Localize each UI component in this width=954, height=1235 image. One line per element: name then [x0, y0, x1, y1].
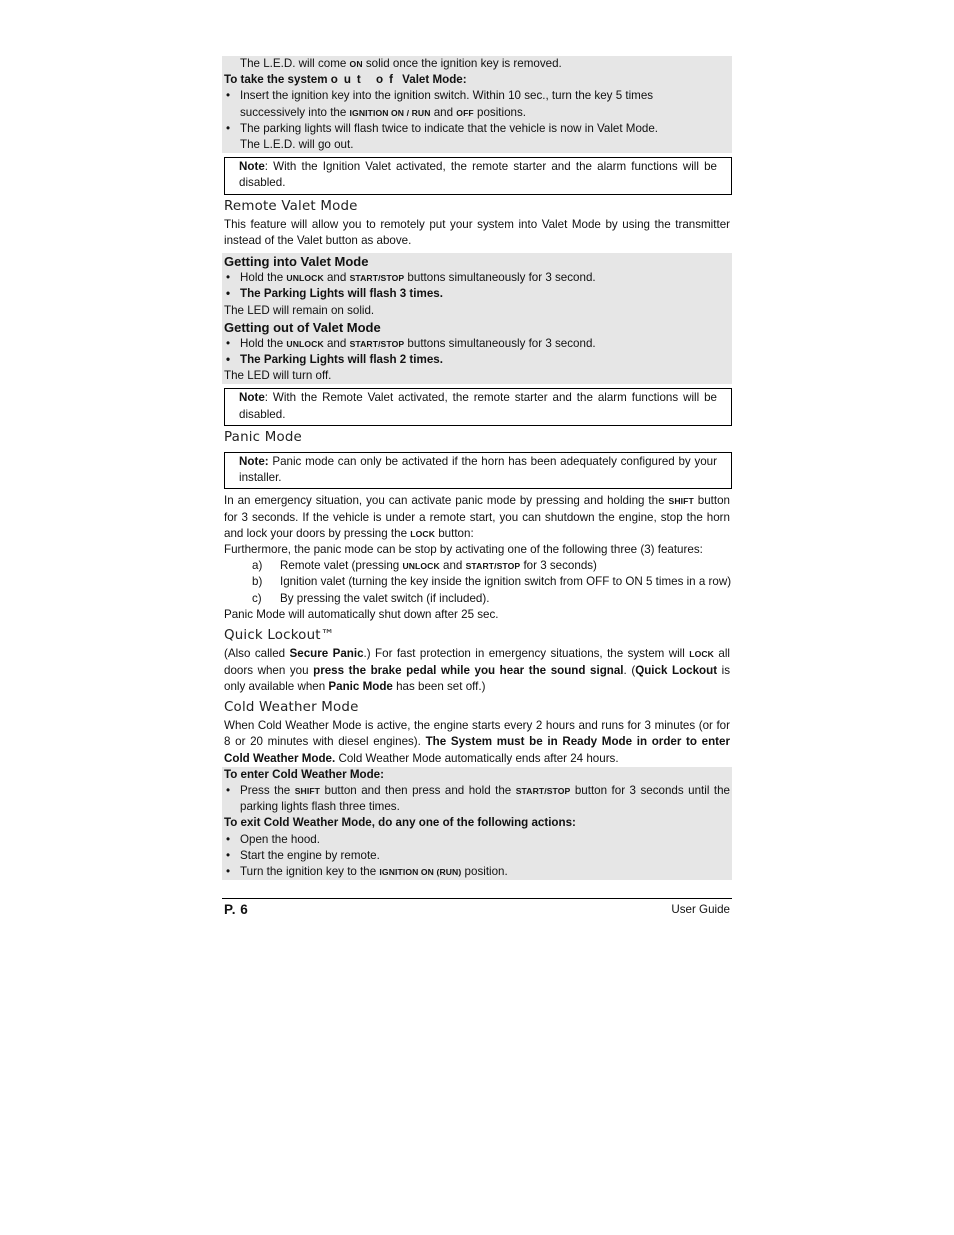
section-title-cold-weather: Cold Weather Mode — [224, 699, 359, 715]
list-item: • Open the hood. — [224, 832, 730, 848]
list-item: • Hold the UNLOCK and START/STOP buttons simultaneously for 3 second. — [224, 336, 730, 352]
cold-weather-paragraph: When Cold Weather Mode is active, the engine starts every 2 hours and runs for 3 minutes (or for 8 or 20 minutes with diesel engines). The System must be in Ready Mode in order to enter Cold Weather Mode. Cold Weather Mode automatically ends after 24 hours. — [224, 719, 731, 765]
panic-shutdown-text: Panic Mode will automatically shut down after 25 sec. — [224, 607, 499, 621]
exit-cold-weather-heading: To exit Cold Weather Mode, do any one of the following actions: — [224, 816, 576, 830]
list-item: • Hold the UNLOCK and START/STOP buttons simultaneously for 3 second. — [224, 270, 730, 286]
list-item: • Insert the ignition key into the ignition switch. Within 10 sec., turn the key 5 times successively into the IGNITION ON / RUN and OFF positions. — [224, 88, 730, 120]
manual-page — [222, 56, 732, 880]
list-item: • Turn the ignition key to the IGNITION ON (RUN) position. — [224, 864, 730, 880]
panic-paragraph: In an emergency situation, you can activate panic mode by pressing and holding the SHIFT button for 3 seconds. If the vehicle is under a remote start, you can shutdown the engine, stop the horn and lock your doors by pressing the LOCK button: — [224, 494, 730, 540]
list-item: a) Remote valet (pressing UNLOCK and START/STOP for 3 seconds) — [252, 559, 597, 573]
list-item: • The Parking Lights will flash 2 times. — [224, 352, 730, 368]
cold-weather-block — [222, 767, 732, 880]
ignition-valet-note: Note: With the Ignition Valet activated, the remote starter and the alarm functions will be disabled. — [224, 157, 732, 194]
panic-stop-intro: Furthermore, the panic mode can be stop by activating one of the following three (3) features: — [224, 543, 703, 557]
getting-into-valet-heading: Getting into Valet Mode — [224, 254, 369, 270]
section-title-remote-valet: Remote Valet Mode — [224, 198, 358, 214]
led-on-text: The L.E.D. will come ON solid once the ignition key is removed. — [240, 57, 562, 70]
list-item: • The Parking Lights will flash 3 times. — [224, 286, 730, 302]
led-off-text: The LED will turn off. — [224, 369, 332, 383]
panic-note: Note: Panic mode can only be activated if the horn has been adequately configured by your installer. — [224, 452, 732, 489]
list-item: • Press the SHIFT button and then press and hold the START/STOP button for 3 seconds until the parking lights flash three times. — [224, 783, 730, 815]
list-item: c) By pressing the valet switch (if included). — [252, 591, 490, 605]
valet-exit-block — [222, 56, 732, 153]
enter-cold-weather-heading: To enter Cold Weather Mode: — [224, 767, 384, 781]
list-item: • Start the engine by remote. — [224, 848, 730, 864]
footer-guide-label: User Guide — [671, 903, 730, 916]
page-footer — [222, 898, 732, 922]
getting-out-valet-heading: Getting out of Valet Mode — [224, 319, 381, 335]
quick-lockout-paragraph: (Also called Secure Panic.) For fast protection in emergency situations, the system will LOCK all doors when you press the brake pedal while you hear the sound signal. (Quick Lockout is only available when Panic Mode has been set off.) — [224, 647, 731, 693]
led-remain-text: The LED will remain on solid. — [224, 303, 375, 317]
section-title-panic: Panic Mode — [224, 429, 302, 445]
remote-valet-intro: This feature will allow you to remotely put your system into Valet Mode by using the transmitter instead of the Valet button as above. — [224, 217, 730, 248]
section-title-quick-lockout: Quick Lockout™ — [224, 628, 335, 644]
remote-valet-block — [222, 253, 732, 384]
list-item: b) Ignition valet (turning the key inside the ignition switch from OFF to ON 5 times in a row) — [252, 575, 732, 589]
list-item: • The parking lights will flash twice to indicate that the vehicle is now in Valet Mode. The L.E.D. will go out. — [224, 121, 730, 153]
page-number: P. 6 — [224, 902, 249, 917]
remote-valet-note: Note: With the Remote Valet activated, the remote starter and the alarm functions will be disabled. — [224, 388, 732, 425]
valet-exit-heading: To take the system out of Valet Mode: — [224, 73, 467, 87]
